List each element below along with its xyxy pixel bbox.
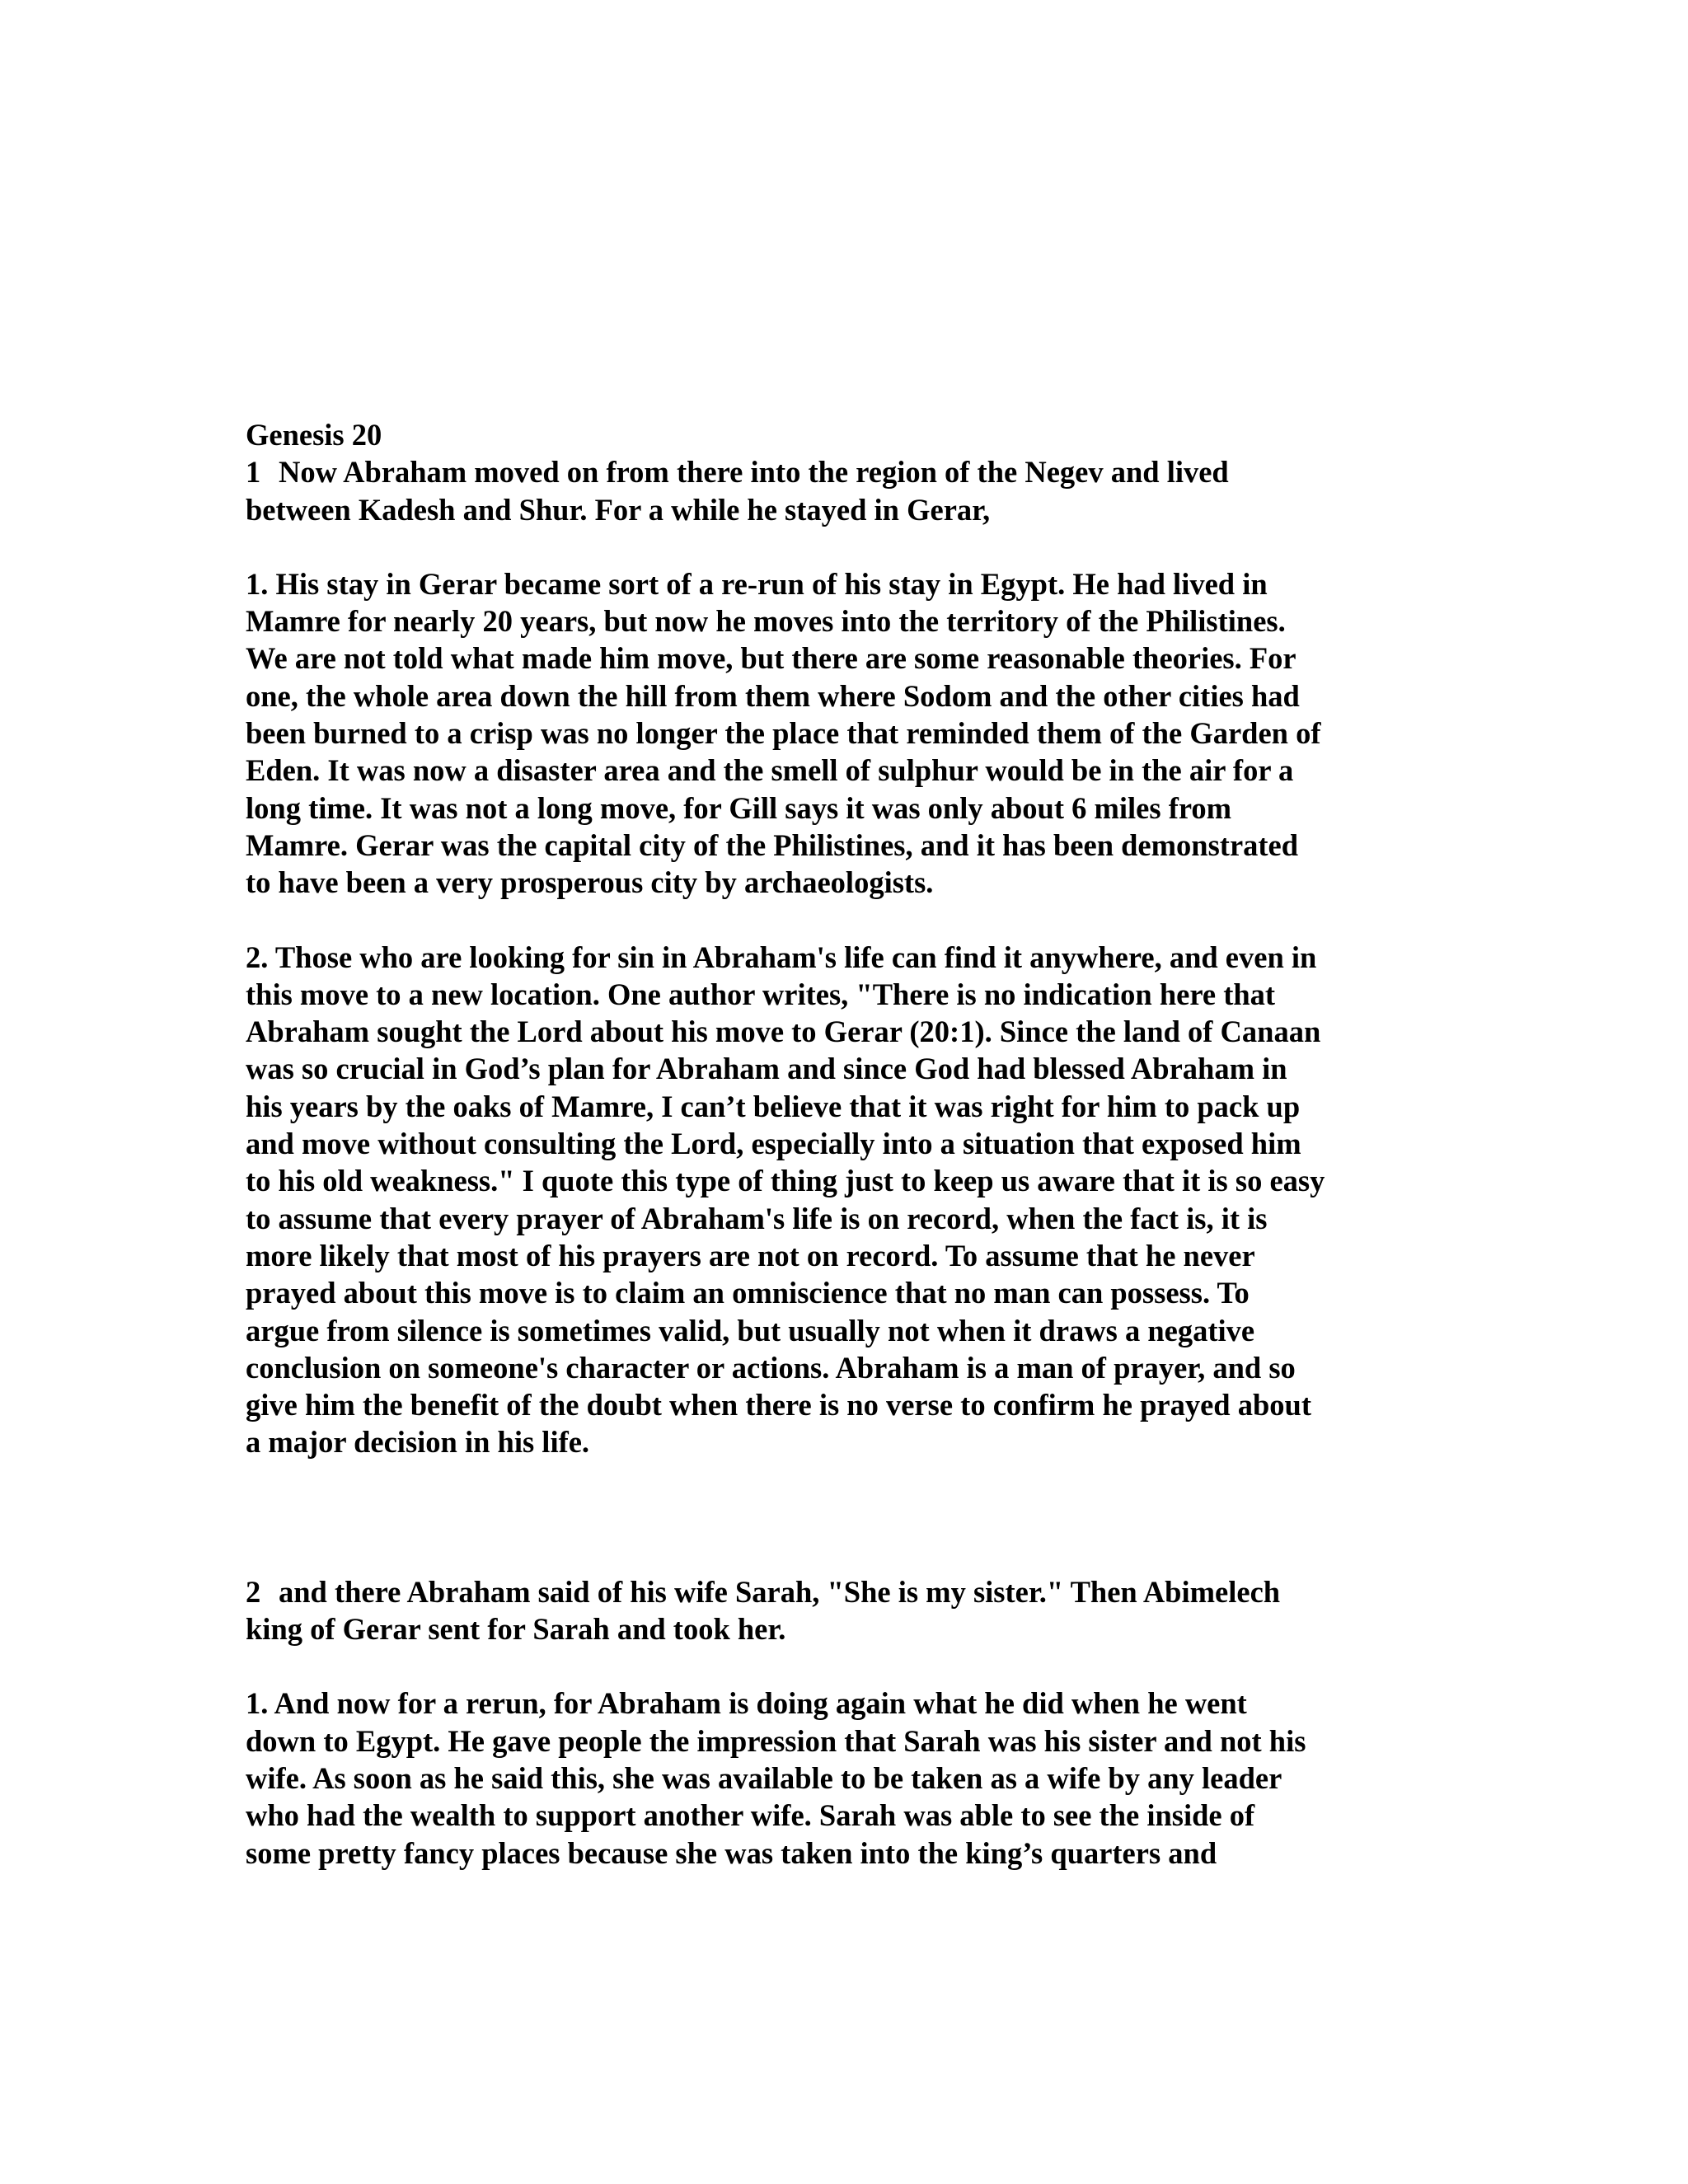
text-line: give him the benefit of the doubt when there is no verse to confirm he prayed about xyxy=(246,1388,1311,1422)
text-line: his years by the oaks of Mamre, I can’t believe that it was right for him to pack up xyxy=(246,1089,1301,1123)
text-line: argue from silence is sometimes valid, but usually not when it draws a negative xyxy=(246,1313,1255,1347)
text-line: this move to a new location. One author writes, "There is no indication here that xyxy=(246,977,1276,1011)
commentary-paragraph xyxy=(246,565,1432,902)
verse-line: between Kadesh and Shur. For a while he stayed in Gerar, xyxy=(246,492,991,527)
verse-text: Now Abraham moved on from there into the region of the Negev and lived xyxy=(279,455,1229,490)
text-line: and move without consulting the Lord, especially into a situation that exposed him xyxy=(246,1127,1301,1161)
text-line: some pretty fancy places because she was taken into the king’s quarters and xyxy=(246,1835,1217,1870)
verse-1 xyxy=(246,453,1432,528)
text-line: to assume that every prayer of Abraham's life is on record, when the fact is, it is xyxy=(246,1201,1268,1235)
text-line: been burned to a crisp was no longer the place that reminded them of the Garden of xyxy=(246,716,1321,751)
text-line: down to Egypt. He gave people the impression that Sarah was his sister and not his xyxy=(246,1723,1306,1758)
text-line: long time. It was not a long move, for Gill says it was only about 6 miles from xyxy=(246,790,1232,825)
text-line: to his old weakness." I quote this type of thing just to keep us aware that it is so easy xyxy=(246,1164,1325,1198)
text-line: 1. And now for a rerun, for Abraham is doing again what he did when he went xyxy=(246,1686,1247,1721)
text-line: Mamre for nearly 20 years, but now he moves into the territory of the Philistines. xyxy=(246,604,1286,639)
text-line: one, the whole area down the hill from them where Sodom and the other cities had xyxy=(246,678,1300,713)
commentary-paragraph xyxy=(246,939,1432,1461)
text-line: to have been a very prosperous city by archaeologists. xyxy=(246,865,934,900)
text-line: prayed about this move is to claim an omniscience that no man can possess. To xyxy=(246,1276,1250,1310)
text-line: was so crucial in God’s plan for Abraham and since God had blessed Abraham in xyxy=(246,1052,1287,1086)
verse-line: king of Gerar sent for Sarah and took her. xyxy=(246,1612,786,1647)
text-line: Eden. It was now a disaster area and the smell of sulphur would be in the air for a xyxy=(246,753,1294,788)
text-line: Mamre. Gerar was the capital city of the Philistines, and it has been demonstrated xyxy=(246,827,1299,862)
text-line: more likely that most of his prayers are not on record. To assume that he never xyxy=(246,1238,1255,1272)
verse-number: 2 xyxy=(246,1574,261,1609)
verse-number: 1 xyxy=(246,455,261,490)
verse-line xyxy=(246,453,1432,490)
verse-2 xyxy=(246,1573,1432,1648)
text-line: a major decision in his life. xyxy=(246,1425,590,1460)
page-title: Genesis 20 xyxy=(246,418,382,452)
verse-text: and there Abraham said of his wife Sarah, "She is my sister." Then Abimelech xyxy=(279,1574,1281,1609)
text-line: 2. Those who are looking for sin in Abraham's life can find it anywhere, and even in xyxy=(246,940,1317,974)
document-body xyxy=(246,416,1432,1872)
text-line: 1. His stay in Gerar became sort of a re-run of his stay in Egypt. He had lived in xyxy=(246,566,1268,601)
commentary-paragraph xyxy=(246,1685,1432,1871)
text-line: We are not told what made him move, but there are some reasonable theories. For xyxy=(246,641,1296,676)
text-line: wife. As soon as he said this, she was available to be taken as a wife by any leader xyxy=(246,1760,1282,1795)
verse-line xyxy=(246,1573,1432,1610)
text-line: Abraham sought the Lord about his move to Gerar (20:1). Since the land of Canaan xyxy=(246,1015,1321,1049)
text-line: conclusion on someone's character or actions. Abraham is a man of prayer, and so xyxy=(246,1350,1296,1385)
text-line: who had the wealth to support another wife. Sarah was able to see the inside of xyxy=(246,1798,1255,1833)
